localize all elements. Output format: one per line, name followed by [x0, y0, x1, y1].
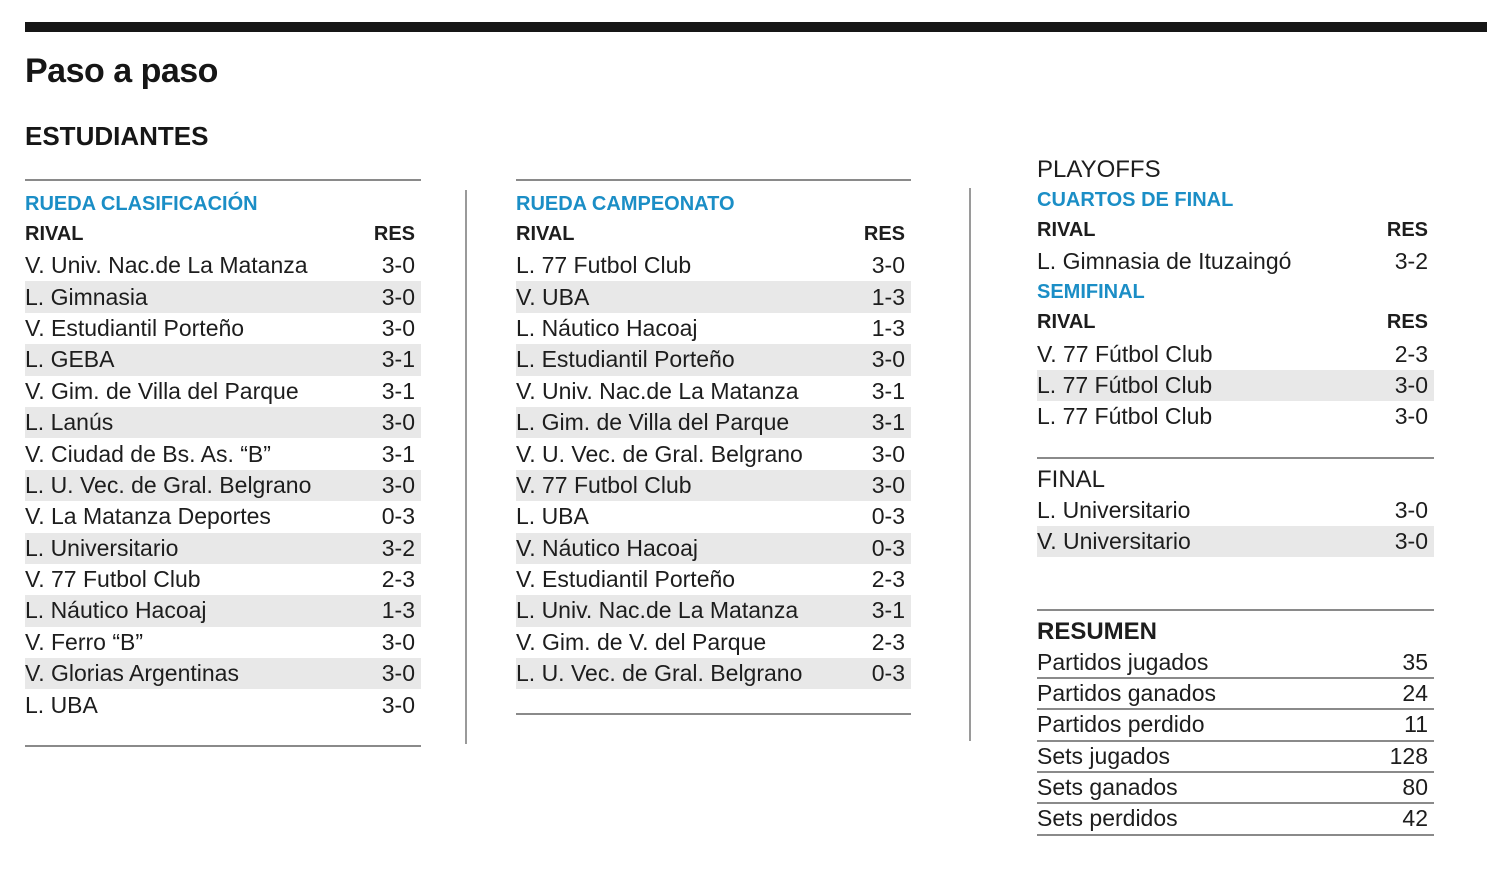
- result-score: 3-0: [381, 691, 415, 718]
- table-header: [1037, 215, 1434, 246]
- table-row: [1037, 526, 1434, 557]
- divider: [1037, 457, 1434, 459]
- table-row: [516, 313, 911, 344]
- result-score: 1-3: [871, 283, 905, 310]
- result-score: 3-0: [381, 252, 415, 279]
- rival-header: RIVAL: [1037, 219, 1096, 241]
- summary-label: Sets jugados: [1037, 742, 1170, 769]
- result-score: 3-1: [871, 409, 905, 436]
- table-row: [1037, 246, 1434, 277]
- res-header: RES: [373, 223, 415, 245]
- result-score: 3-0: [871, 440, 905, 467]
- result-score: 3-1: [871, 377, 905, 404]
- rival-name: V. Estudiantil Porteño: [516, 566, 736, 593]
- results-list: [1037, 495, 1434, 558]
- result-score: 3-0: [1394, 371, 1428, 398]
- divider: [25, 745, 421, 747]
- summary-label: Sets ganados: [1037, 774, 1178, 801]
- col-rueda-campeonato: [516, 179, 911, 715]
- playoffs-label: PLAYOFFS: [1037, 156, 1161, 183]
- table-row: [516, 627, 911, 658]
- result-score: 3-0: [871, 252, 905, 279]
- rival-name: L. Lanús: [25, 409, 114, 436]
- table-row: [25, 470, 421, 501]
- summary-list: [1037, 647, 1434, 835]
- table-row: [1037, 401, 1434, 432]
- table-row: [25, 438, 421, 469]
- section-title: RUEDA CAMPEONATO: [516, 193, 735, 215]
- summary-value: 11: [1404, 711, 1428, 738]
- rival-name: L. Universitario: [25, 534, 179, 561]
- rival-name: V. Univ. Nac.de La Matanza: [516, 377, 799, 404]
- res-header: RES: [863, 223, 905, 245]
- table-row: [25, 281, 421, 312]
- section-title: CUARTOS DE FINAL: [1037, 189, 1234, 211]
- rival-name: V. Ciudad de Bs. As. “B”: [25, 440, 271, 467]
- table-row: [25, 250, 421, 281]
- table-row: [25, 344, 421, 375]
- result-score: 3-0: [381, 628, 415, 655]
- table-row: [516, 595, 911, 626]
- results-list: [1037, 338, 1434, 432]
- col-playoffs: [1037, 155, 1434, 836]
- result-score: 3-2: [1394, 248, 1428, 275]
- res-header: RES: [1386, 311, 1428, 334]
- result-score: 3-0: [871, 471, 905, 498]
- table-row: [516, 407, 911, 438]
- rival-name: V. Estudiantil Porteño: [25, 314, 245, 341]
- result-score: 0-3: [871, 503, 905, 530]
- table-row: [1037, 495, 1434, 526]
- final-label: FINAL: [1037, 465, 1106, 493]
- column-separator: [969, 188, 971, 741]
- rival-name: L. Gimnasia: [25, 283, 148, 310]
- summary-row: [1037, 773, 1434, 804]
- divider: [25, 179, 421, 181]
- result-score: 3-0: [1394, 496, 1428, 523]
- rival-header: RIVAL: [25, 223, 84, 245]
- table-row: [25, 689, 421, 720]
- rival-name: L. U. Vec. de Gral. Belgrano: [516, 660, 803, 687]
- rival-name: L. UBA: [25, 691, 98, 718]
- summary-label: Partidos ganados: [1037, 679, 1217, 706]
- table-row: [25, 564, 421, 595]
- rival-name: L. Náutico Hacoaj: [25, 597, 207, 624]
- page-title: Paso a paso: [25, 52, 218, 90]
- summary-value: 128: [1389, 742, 1428, 769]
- top-rule: [25, 22, 1487, 32]
- table-row: [516, 281, 911, 312]
- column-separator: [465, 190, 467, 744]
- table-row: [516, 501, 911, 532]
- table-header: [516, 219, 911, 250]
- result-score: 3-0: [381, 314, 415, 341]
- result-score: 2-3: [871, 628, 905, 655]
- result-score: 0-3: [381, 503, 415, 530]
- summary-row: [1037, 679, 1434, 710]
- table-row: [516, 438, 911, 469]
- divider: [1037, 609, 1434, 611]
- result-score: 0-3: [871, 660, 905, 687]
- result-score: 2-3: [381, 566, 415, 593]
- result-score: 3-0: [381, 471, 415, 498]
- result-score: 3-1: [381, 346, 415, 373]
- summary-row: [1037, 647, 1434, 678]
- res-header: RES: [1386, 219, 1428, 241]
- result-score: 3-0: [1394, 403, 1428, 430]
- result-score: 2-3: [871, 566, 905, 593]
- table-row: [25, 376, 421, 407]
- summary-value: 42: [1402, 805, 1428, 832]
- rival-name: V. Universitario: [1037, 528, 1191, 555]
- table-row: [25, 313, 421, 344]
- results-list: [516, 250, 911, 689]
- results-list: [25, 250, 421, 721]
- rival-name: V. 77 Fútbol Club: [1037, 340, 1213, 367]
- table-row: [516, 658, 911, 689]
- result-score: 3-0: [381, 283, 415, 310]
- result-score: 3-1: [871, 597, 905, 624]
- table-row: [516, 564, 911, 595]
- result-score: 3-1: [381, 440, 415, 467]
- summary-value: 35: [1402, 648, 1428, 675]
- table-row: [516, 344, 911, 375]
- summary-value: 80: [1402, 774, 1428, 801]
- rival-name: V. Ferro “B”: [25, 628, 144, 655]
- rival-name: V. Náutico Hacoaj: [516, 534, 698, 561]
- summary-value: 24: [1402, 679, 1428, 706]
- result-score: 3-0: [381, 660, 415, 687]
- table-row: [516, 250, 911, 281]
- results-list: [1037, 246, 1434, 277]
- result-score: 3-0: [1394, 528, 1428, 555]
- table-row: [516, 470, 911, 501]
- result-score: 0-3: [871, 534, 905, 561]
- rival-name: L. 77 Fútbol Club: [1037, 403, 1213, 430]
- rival-name: L. Estudiantil Porteño: [516, 346, 735, 373]
- table-row: [516, 376, 911, 407]
- rival-name: V. U. Vec. de Gral. Belgrano: [516, 440, 803, 467]
- rival-name: L. Gimnasia de Ituzaingó: [1037, 248, 1292, 275]
- summary-label: Sets perdidos: [1037, 805, 1178, 832]
- rival-name: V. La Matanza Deportes: [25, 503, 271, 530]
- summary-row: [1037, 742, 1434, 773]
- rival-name: L. GEBA: [25, 346, 115, 373]
- rival-header: RIVAL: [1037, 311, 1096, 334]
- rival-name: L. Gim. de Villa del Parque: [516, 409, 790, 436]
- divider: [516, 179, 911, 181]
- table-row: [25, 501, 421, 532]
- rival-header: RIVAL: [516, 223, 575, 245]
- table-row: [25, 595, 421, 626]
- rival-name: V. Univ. Nac.de La Matanza: [25, 252, 308, 279]
- table-row: [25, 627, 421, 658]
- result-score: 3-2: [381, 534, 415, 561]
- rival-name: V. 77 Futbol Club: [516, 471, 692, 498]
- summary-label: Partidos perdido: [1037, 711, 1205, 738]
- result-score: 3-0: [381, 409, 415, 436]
- team-name: ESTUDIANTES: [25, 121, 209, 151]
- rival-name: L. Universitario: [1037, 496, 1191, 523]
- table-header: [1037, 307, 1434, 338]
- summary-row: [1037, 710, 1434, 741]
- table-row: [25, 658, 421, 689]
- table-row: [1037, 370, 1434, 401]
- resumen-title: RESUMEN: [1037, 618, 1158, 646]
- rival-name: L. Univ. Nac.de La Matanza: [516, 597, 799, 624]
- result-score: 1-3: [871, 314, 905, 341]
- table-row: [1037, 338, 1434, 369]
- col-rueda-clasificacion: [25, 179, 421, 747]
- rival-name: L. 77 Fútbol Club: [1037, 371, 1213, 398]
- rival-name: V. Gim. de V. del Parque: [516, 628, 767, 655]
- table-row: [25, 533, 421, 564]
- summary-label: Partidos jugados: [1037, 648, 1209, 675]
- rival-name: V. Glorias Argentinas: [25, 660, 239, 687]
- summary-row: [1037, 804, 1434, 835]
- rival-name: V. UBA: [516, 283, 590, 310]
- table-header: [25, 219, 421, 250]
- rival-name: L. UBA: [516, 503, 589, 530]
- rival-name: L. U. Vec. de Gral. Belgrano: [25, 471, 312, 498]
- result-score: 1-3: [381, 597, 415, 624]
- rival-name: V. Gim. de Villa del Parque: [25, 377, 299, 404]
- section-title: SEMIFINAL: [1037, 281, 1145, 304]
- result-score: 3-1: [381, 377, 415, 404]
- result-score: 3-0: [871, 346, 905, 373]
- section-title: RUEDA CLASIFICACIÓN: [25, 193, 258, 215]
- rival-name: L. Náutico Hacoaj: [516, 314, 698, 341]
- table-row: [25, 407, 421, 438]
- rival-name: L. 77 Futbol Club: [516, 252, 692, 279]
- result-score: 2-3: [1394, 340, 1428, 367]
- rival-name: V. 77 Futbol Club: [25, 566, 201, 593]
- divider: [516, 713, 911, 715]
- table-row: [516, 533, 911, 564]
